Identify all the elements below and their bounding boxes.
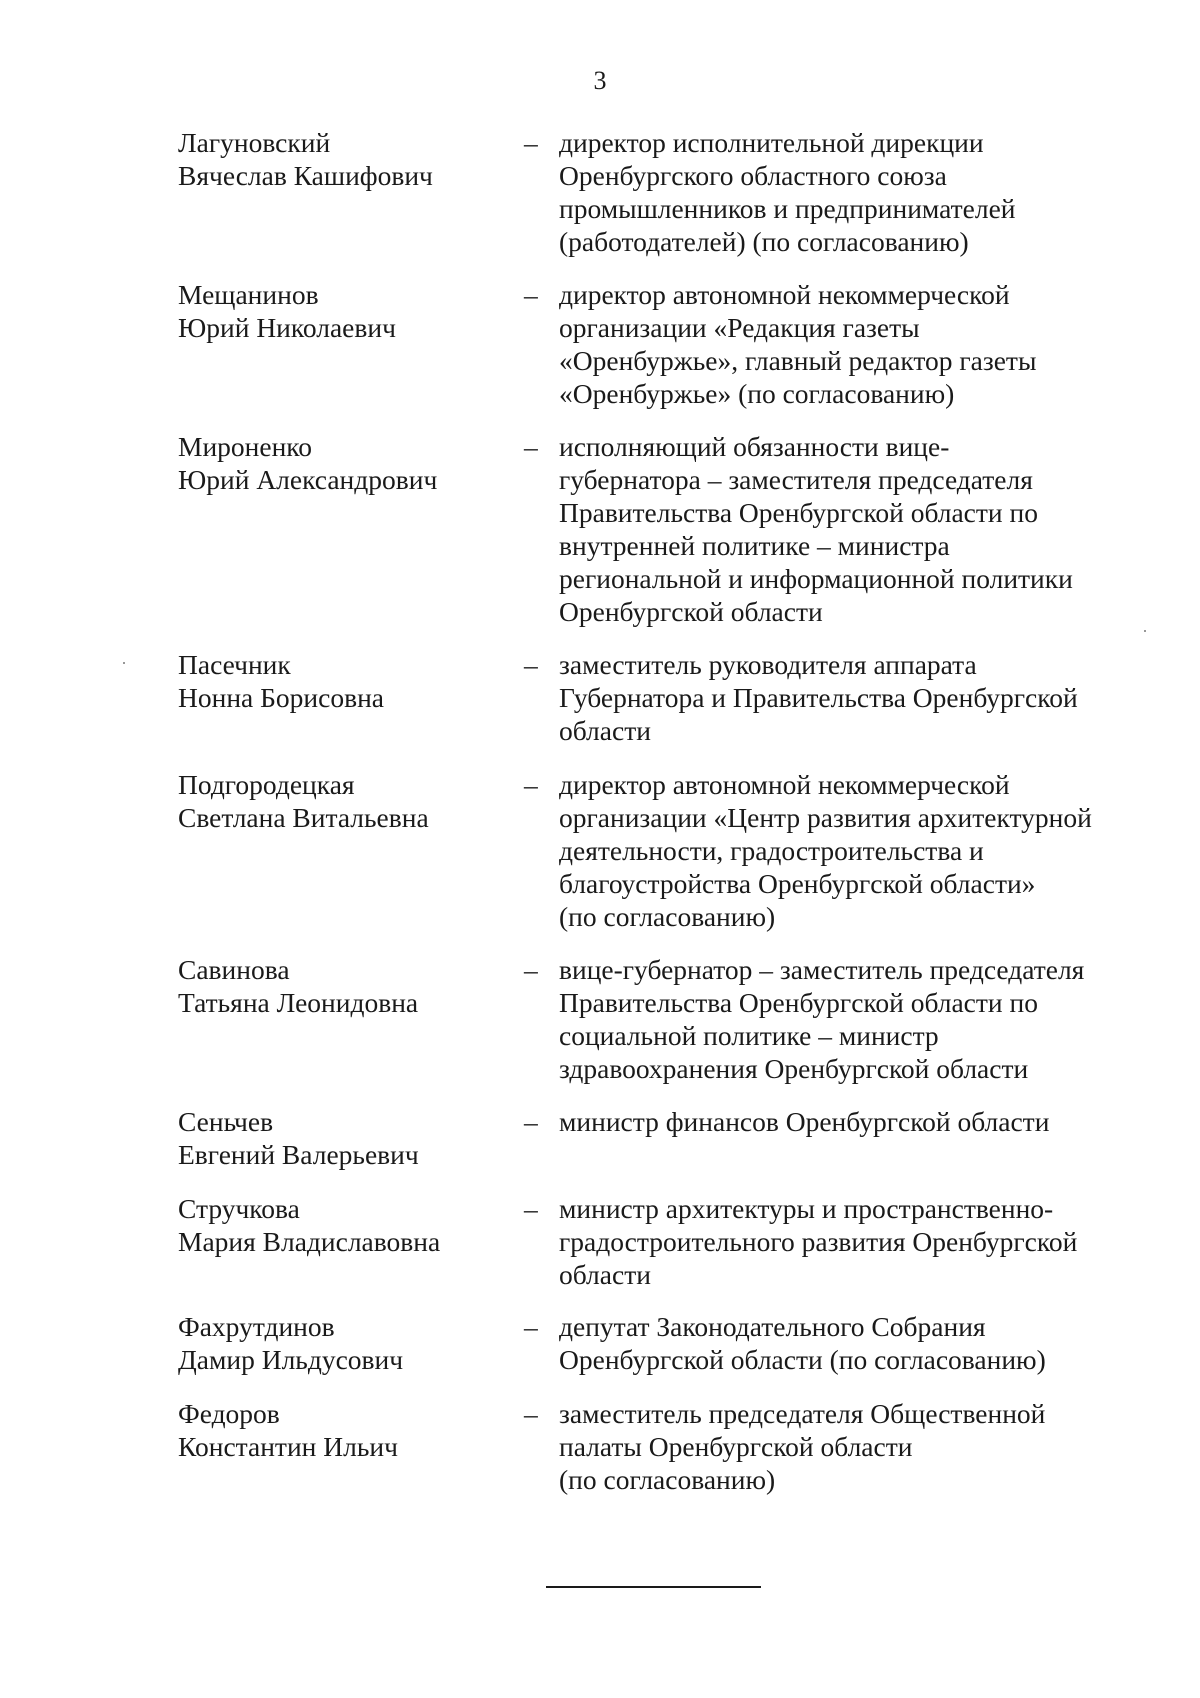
dash-separator: – [524,1106,538,1137]
dash-separator: – [524,431,538,462]
member-position [559,953,1119,1085]
dash-separator: – [524,1193,538,1224]
member-surname: Мещанинов [178,279,319,310]
member-name [178,1310,508,1376]
position-line: директор исполнительной дирекции [559,127,984,158]
member-name [178,1397,508,1463]
member-name [178,1105,508,1171]
position-line: депутат Законодательного Собрания [559,1311,986,1342]
member-entry [178,126,1138,266]
position-line: (по согласованию) [559,1464,776,1495]
position-line: Оренбургского областного союза [559,160,947,191]
member-entry [178,768,1138,932]
member-name [178,768,508,834]
position-line: «Оренбуржье» (по согласованию) [559,378,955,409]
position-line: Правительства Оренбургской области по [559,987,1038,1018]
position-line: заместитель председателя Общественной [559,1398,1046,1429]
position-line: промышленников и предпринимателей [559,193,1016,224]
position-line: региональной и информационной политики [559,563,1073,594]
member-name [178,1192,508,1258]
dash-separator: – [524,649,538,680]
member-given-names: Юрий Николаевич [178,312,396,343]
member-given-names: Нонна Борисовна [178,682,384,713]
page-number: 3 [593,66,607,95]
position-line: организации «Центр развития архитектурной [559,802,1092,833]
member-surname: Сеньчев [178,1106,274,1137]
member-surname: Лагуновский [178,127,331,158]
dash-separator: – [524,1398,538,1429]
member-name [178,648,508,714]
position-line: «Оренбуржье», главный редактор газеты [559,345,1037,376]
member-surname: Подгородецкая [178,769,355,800]
position-line: внутренней политике – министра [559,530,950,561]
dash-separator: – [524,127,538,158]
dash-separator: – [524,279,538,310]
member-surname: Фахрутдинов [178,1311,335,1342]
position-line: палаты Оренбургской области [559,1431,913,1462]
member-position [559,768,1119,933]
member-given-names: Вячеслав Кашифович [178,160,433,191]
dash-separator: – [524,954,538,985]
position-line: области [559,715,651,746]
position-line: губернатора – заместителя председателя [559,464,1033,495]
member-position [559,1192,1119,1291]
position-line: заместитель руководителя аппарата [559,649,977,680]
position-line: организации «Редакция газеты [559,312,920,343]
member-position [559,648,1119,747]
member-surname: Мироненко [178,431,313,462]
member-position [559,1397,1119,1496]
member-given-names: Мария Владиславовна [178,1226,441,1257]
member-name [178,430,508,496]
member-surname: Федоров [178,1398,280,1429]
position-line: исполняющий обязанности вице- [559,431,950,462]
member-name [178,278,508,344]
scan-speck [1144,630,1146,632]
member-surname: Стручкова [178,1193,300,1224]
member-position [559,1310,1119,1376]
position-line: директор автономной некоммерческой [559,769,1010,800]
position-line: (работодателей) (по согласованию) [559,226,969,257]
dash-separator: – [524,1311,538,1342]
position-line: области [559,1259,651,1290]
member-entry [178,953,1138,1093]
member-given-names: Татьяна Леонидовна [178,987,419,1018]
position-line: вице-губернатор – заместитель председателя [559,954,1085,985]
position-line: директор автономной некоммерческой [559,279,1010,310]
member-surname: Савинова [178,954,290,985]
dash-separator: – [524,769,538,800]
position-line: министр архитектуры и пространственно- [559,1193,1054,1224]
member-entry [178,1397,1138,1537]
position-line: градостроительного развития Оренбургской [559,1226,1078,1257]
member-given-names: Константин Ильич [178,1431,398,1462]
member-entry [178,278,1138,418]
member-given-names: Юрий Александрович [178,464,438,495]
position-line: министр финансов Оренбургской области [559,1106,1050,1137]
position-line: Губернатора и Правительства Оренбургской [559,682,1078,713]
scan-speck [123,662,125,664]
member-name [178,953,508,1019]
position-line: социальной политике – министр [559,1020,939,1051]
position-line: (по согласованию) [559,901,776,932]
member-given-names: Дамир Ильдусович [178,1344,404,1375]
member-position [559,430,1119,628]
end-of-list-rule [546,1586,761,1588]
member-given-names: Светлана Витальевна [178,802,429,833]
position-line: Оренбургской области [559,596,823,627]
member-name [178,126,508,192]
member-position [559,278,1119,410]
member-surname: Пасечник [178,649,291,680]
member-position [559,126,1119,258]
member-entry [178,648,1138,788]
position-line: Правительства Оренбургской области по [559,497,1038,528]
position-line: благоустройства Оренбургской области» [559,868,1036,899]
position-line: здравоохранения Оренбургской области [559,1053,1029,1084]
position-line: деятельности, градостроительства и [559,835,984,866]
member-position [559,1105,1119,1138]
member-entry [178,430,1138,627]
position-line: Оренбургской области (по согласованию) [559,1344,1046,1375]
member-given-names: Евгений Валерьевич [178,1139,419,1170]
